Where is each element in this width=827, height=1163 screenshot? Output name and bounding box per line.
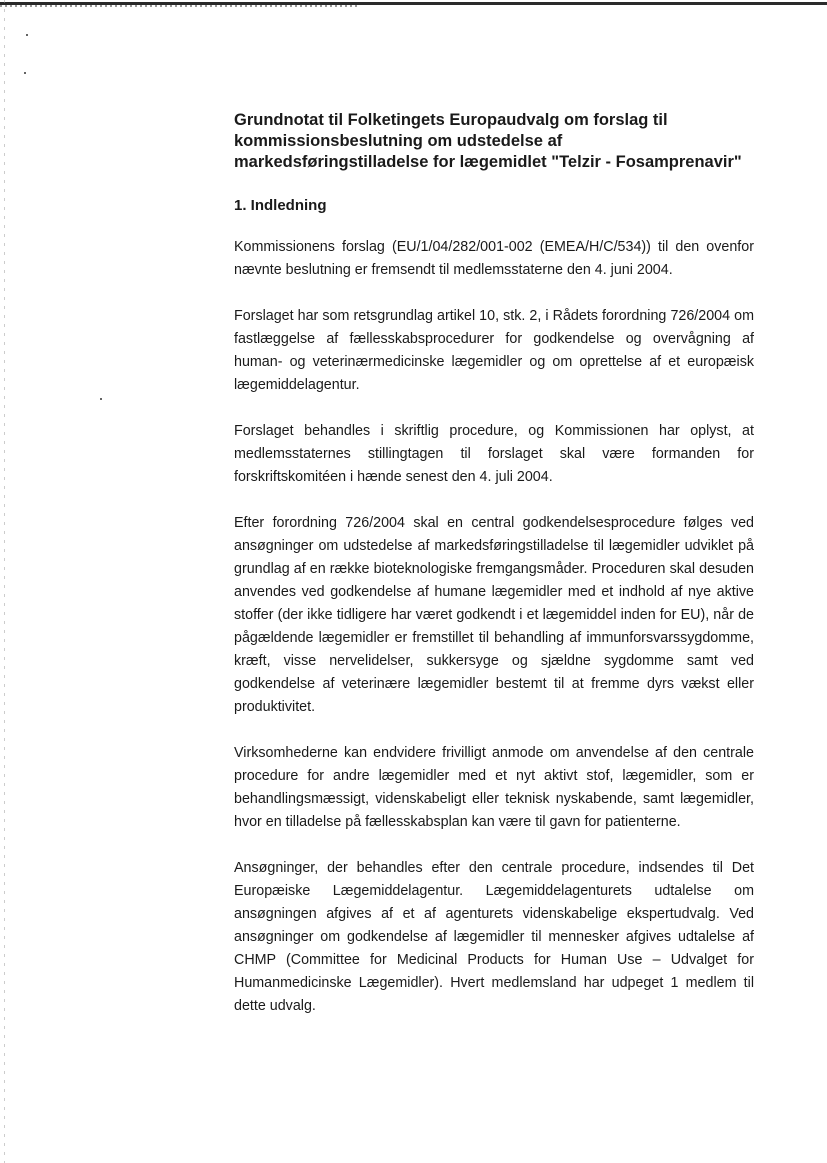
section-heading: 1. Indledning (234, 197, 327, 214)
scan-speck (26, 34, 28, 36)
paragraph: Forslaget behandles i skriftlig procedure, og Kommissionen har oplyst, at medlemsstaternes stillingtagen til forslaget skal være formanden for forskriftskomitéen i hænde senest den 4. juli 2004. (234, 423, 754, 485)
document-body (234, 110, 754, 1018)
paragraph: Kommissionens forslag (EU/1/04/282/001-002 (EMEA/H/C/534)) til den ovenfor nævnte beslutning er fremsendt til medlemsstaterne den 4. juni 2004. (234, 239, 754, 278)
paragraph: Virksomhederne kan endvidere frivilligt anmode om anvendelse af den centrale procedure for andre lægemidler med et nyt aktivt stof, lægemidler, som er behandlingsmæssigt, videnskabeligt eller teknisk nyskabende, samt lægemidler, hvor en tilladelse på fællesskabsplan kan være til gavn for patienterne. (234, 745, 754, 830)
scan-speck (24, 72, 26, 74)
scan-top-border-noise (0, 5, 360, 7)
paragraph: Forslaget har som retsgrundlag artikel 10, stk. 2, i Rådets forordning 726/2004 om fastlæggelse af fællesskabsprocedurer for godkendelse og overvågning af human- og veterinærmedicinske lægemidler og om oprettelse af et europæisk lægemiddelagentur. (234, 308, 754, 393)
scan-speck (100, 398, 102, 400)
document-title: Grundnotat til Folketingets Europaudvalg om forslag til kommissionsbeslutning om udstedelse af markedsføringstilladelse for lægemidlet "Telzir - Fosamprenavir" (234, 111, 742, 171)
paragraph: Ansøgninger, der behandles efter den centrale procedure, indsendes til Det Europæiske Lægemiddelagentur. Lægemiddelagenturets udtalelse om ansøgningen afgives af et af agenturets videnskabelige ekspertudvalg. Ved ansøgninger om godkendelse af lægemidler til mennesker afgives udtalelse af CHMP (Committee for Medicinal Products for Human Use – Udvalget for Humanmedicinske Lægemidler). Hvert medlemsland har udpeget 1 medlem til dette udvalg. (234, 860, 754, 1014)
paragraph: Efter forordning 726/2004 skal en central godkendelsesprocedure følges ved ansøgninger om udstedelse af markedsføringstilladelse til lægemidler udviklet på grundlag af en række bioteknologiske fremgangsmåder. Proceduren skal desuden anvendes ved godkendelse af humane lægemidler med et indhold af nye aktive stoffer (der ikke tidligere har været godkendt i et lægemiddel inden for EU), når de pågældende lægemidler er fremstillet til behandling af immunforsvarssygdomme, kræft, visse nervelidelser, sukkersyge og sjældne sygdomme samt ved godkendelse af veterinære lægemidler bestemt til at fremme dyrs vækst eller produktivitet. (234, 515, 754, 715)
scan-left-edge (4, 0, 5, 1163)
